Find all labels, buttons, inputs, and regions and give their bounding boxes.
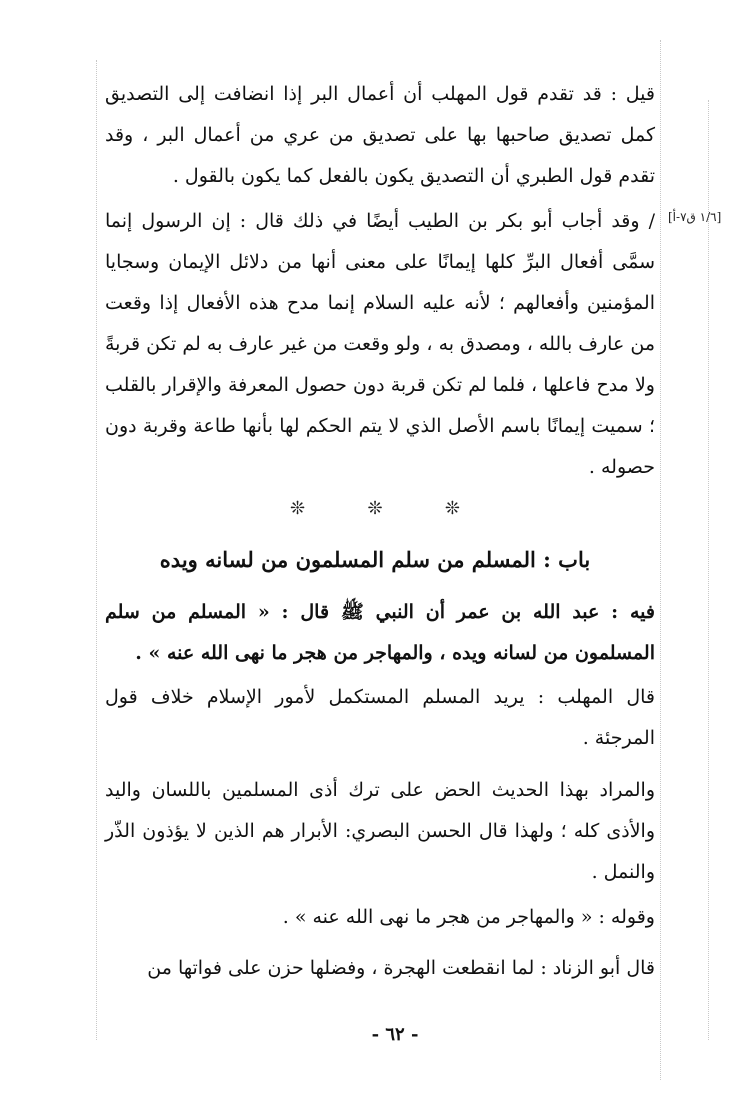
- paragraph-2: / وقد أجاب أبو بكر بن الطيب أيضًا في ذلك قال : إن الرسول إنما سمَّى أفعال البرِّ كلها إيمانًا على معنى أنها من دلائل الإيمان وسجايا المؤمنين وأفعالهم ؛ لأنه عليه السلام إنما مدح هذه الأفعال إذا وقعت من عارف بالله ، ومصدق به ، ولو وقعت من غير عارف به لم تكن قربةً ولا مدح فاعلها ، فلما لم تكن قربة دون حصول المعرفة والإقرار بالقلب ؛ سميت إيمانًا باسم الأصل الذي لا يتم الحكم لها بأنها طاعة وقربة دون حصوله .: [105, 210, 655, 478]
- scan-artifact-line: [96, 60, 97, 1040]
- paragraph-6: قال أبو الزناد : لما انقطعت الهجرة ، وفضلها حزن على فواتها من: [147, 957, 655, 979]
- paragraph-3: قال المهلب : يريد المسلم المستكمل لأمور الإسلام خلاف قول المرجئة .: [105, 686, 655, 749]
- scan-artifact-line: [660, 40, 661, 1080]
- separator-star-icon: ❊: [290, 498, 306, 519]
- separator-star-icon: ❊: [444, 498, 460, 519]
- hadith-text: فيه : عبد الله بن عمر أن النبي ﷺ قال : « المسلم من سلم المسلمون من لسانه ويده ، والمهاجر من هجر ما نهى الله عنه » .: [105, 601, 655, 664]
- page-number: - ٦٢ -: [371, 1024, 419, 1045]
- section-separator: [290, 498, 460, 519]
- scan-artifact-line: [708, 100, 709, 1040]
- paragraph-4: والمراد بهذا الحديث الحض على ترك أذى المسلمين باللسان واليد والأذى كله ؛ ولهذا قال الحسن البصري: الأبرار هم الذين لا يؤذون الذّر والنمل .: [105, 779, 655, 883]
- chapter-title: باب : المسلم من سلم المسلمون من لسانه ويده: [159, 547, 591, 572]
- manuscript-margin-reference: [١/٦ ق٧-أ]: [668, 210, 722, 224]
- paragraph-1: قيل : قد تقدم قول المهلب أن أعمال البر إذا انضافت إلى التصديق كمل تصديق صاحبها بها على تصديق من عري من أعمال البر ، وقد تقدم قول الطبري أن التصديق يكون بالفعل كما يكون بالقول .: [105, 83, 655, 187]
- paragraph-5: وقوله : « والمهاجر من هجر ما نهى الله عنه » .: [282, 906, 655, 928]
- separator-star-icon: ❊: [367, 498, 383, 519]
